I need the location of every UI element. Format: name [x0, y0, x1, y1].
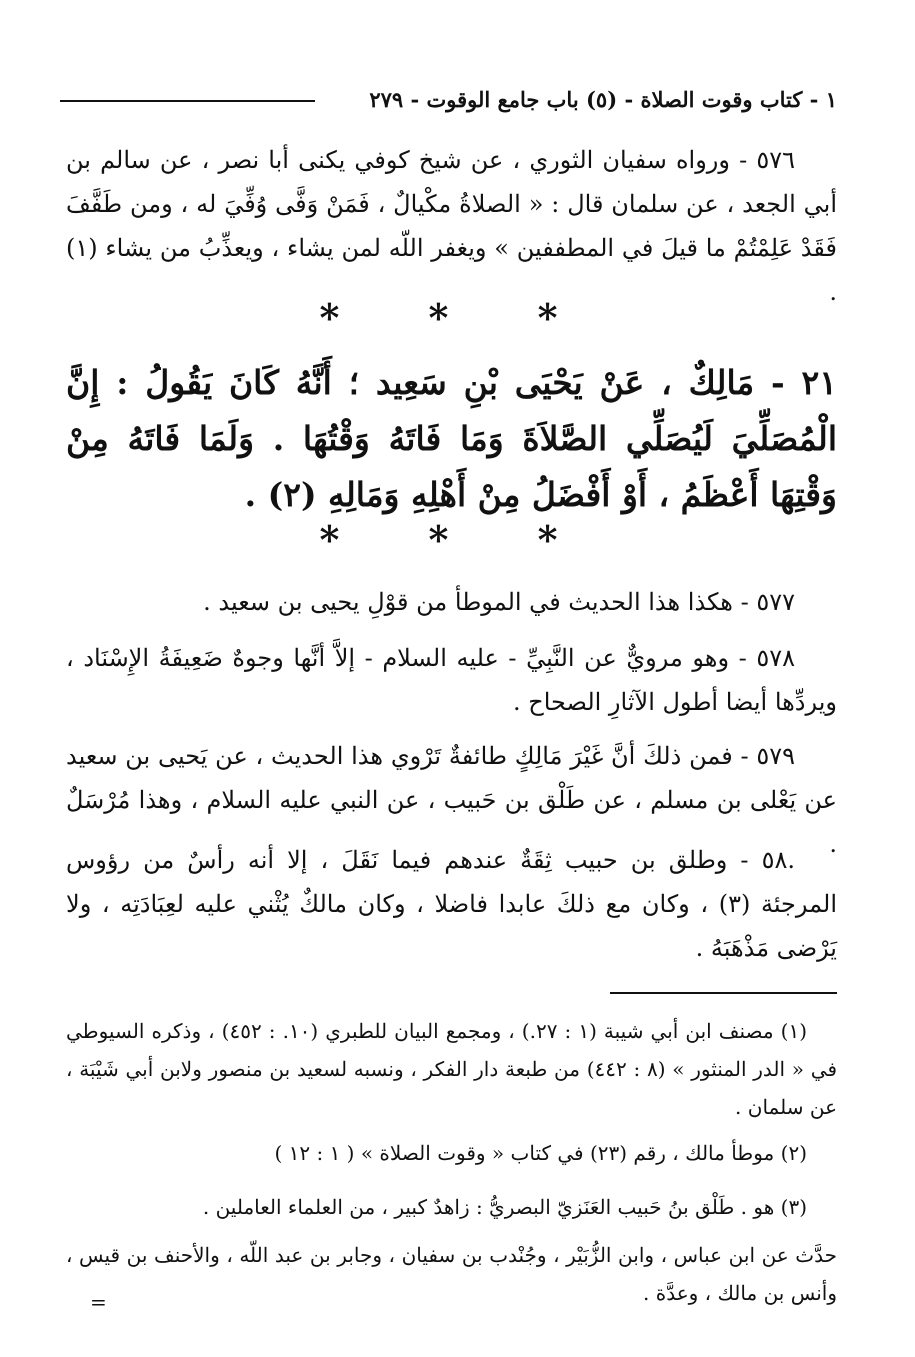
- footnote-2: [66, 1134, 837, 1172]
- footnote-2-text: (٢) موطأ مالك ، رقم (٢٣) في كتاب « وقوت الصلاة » ( ١ : ١٢ ): [274, 1141, 807, 1165]
- paragraph-579-text: ٥٧٩ - فمن ذلكَ أنَّ غَيْرَ مَالِكٍ طائفةٌ تَرْوي هذا الحديث ، عن يَحيى بن سعيد عن يَعْلى بن مسلم ، عن طَلْق بن حَبيب ، عن النبي عليه السلام ، وهذا مُرْسَلٌ .: [66, 742, 837, 858]
- running-title: ١ - كتاب وقوت الصلاة - (٥) باب جامع الوقوت - ٢٧٩: [369, 87, 837, 112]
- paragraph-577-text: ٥٧٧ - هكذا هذا الحديث في الموطأ من قوْلِ يحيى بن سعيد .: [203, 588, 795, 616]
- hadith-21: [66, 355, 837, 523]
- paragraph-578: [66, 636, 837, 724]
- footnote-3-text: (٣) هو . طَلْق بنُ حَبيب العَنَزيّ البصريُّ : زاهدٌ كبير ، من العلماء العاملين .: [202, 1195, 807, 1219]
- paragraph-580-text: .٥٨ - وطلق بن حبيب ثِقَةٌ عندهم فيما نَقَلَ ، إلا أنه رأسٌ من رؤوس المرجئة (٣) ، وكان مع ذلكَ عابدا فاضلا ، وكان مالكٌ يُثْني عليه لعِبَادَتِه ، ولا يَرْضى مَذْهَبَهُ .: [66, 846, 837, 962]
- hadith-21-text: ٢١ - مَالِكٌ ، عَنْ يَحْيَى بْنِ سَعِيد ؛ أَنَّهُ كَانَ يَقُولُ : إِنَّ الْمُصَلِّيَ لَيُصَلِّي الصَّلاَةَ وَمَا فَاتَهُ وَقْتُهَا . وَلَمَا فَاتَهُ مِنْ وَقْتِهَا أَعْظَمُ ، أَوْ أَفْضَلُ مِنْ أَهْلِهِ وَمَالِهِ (٢) .: [66, 363, 837, 514]
- paragraph-576-text: ٥٧٦ - ورواه سفيان الثوري ، عن شيخ كوفي يكنى أبا نصر ، عن سالم بن أبي الجعد ، عن سلمان قال : « الصلاةُ مكْيالٌ ، فَمَنْ وَفَّى وُفِّيَ له ، ومن طَفَّفَ فَقَدْ عَلِمْتُمْ ما قيلَ في المطففين » ويغفر اللّه لمن يشاء ، ويعذِّبُ من يشاء (١) .: [66, 146, 837, 306]
- paragraph-580: [66, 838, 837, 970]
- header-rule: [60, 100, 315, 102]
- footnote-1: [66, 1012, 837, 1126]
- footnote-3-continued-text: حدَّث عن ابن عباس ، وابن الزُّبَيْر ، وجُنْدب بن سفيان ، وجابر بن عبد اللّه ، والأحنف بن قيس ، وأنس بن مالك ، وعدَّة .: [66, 1243, 837, 1305]
- paragraph-578-text: ٥٧٨ - وهو مرويٌّ عن النَّبِيِّ - عليه السلام - إلاَّ أنَّها وجوهٌ ضَعِيفَةُ الإِسْنَاد ، ويردِّها أيضا أطول الآثارِ الصحاح .: [66, 644, 837, 716]
- paragraph-577: [66, 580, 837, 624]
- continuation-mark: =: [90, 1290, 107, 1314]
- section-divider-stars-1: * * *: [319, 295, 596, 340]
- footnote-rule: [610, 992, 837, 994]
- paragraph-576: [66, 138, 837, 314]
- footnote-3: [66, 1188, 837, 1226]
- footnote-3-continued: [66, 1236, 837, 1312]
- footnote-1-text: (١) مصنف ابن أبي شيبة (١ : ٢٧.) ، ومجمع البيان للطبري (١٠. : ٤٥٢) ، وذكره السيوطي في « الدر المنثور » (٨ : ٤٤٢) من طبعة دار الفكر ، ونسبه لسعيد بن منصور ولابن أبي شَيْبَة ، عن سلمان .: [66, 1019, 838, 1119]
- running-header: [60, 80, 837, 120]
- section-divider-stars-2: * * *: [319, 517, 596, 562]
